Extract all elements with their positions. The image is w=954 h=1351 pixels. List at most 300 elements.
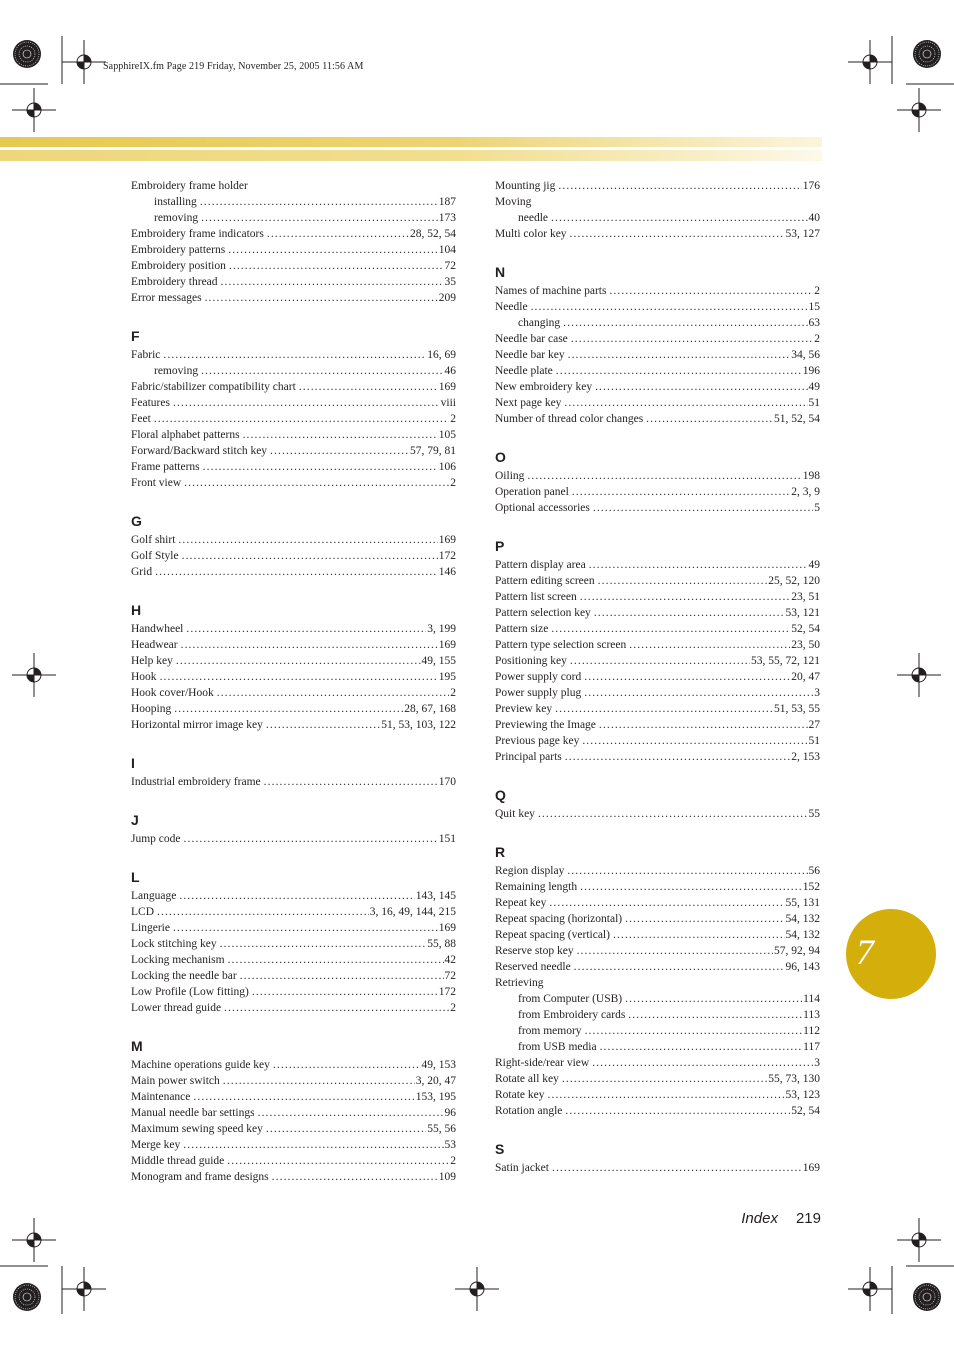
dot-leader — [568, 347, 791, 363]
index-entry — [131, 242, 456, 258]
dot-leader — [154, 411, 449, 427]
index-entry — [131, 968, 456, 984]
index-entry — [495, 557, 820, 573]
dot-leader — [565, 1103, 790, 1119]
dot-leader — [582, 733, 807, 749]
footer-section-title: Index — [741, 1210, 778, 1227]
entry-page-numbers: 53, 127 — [785, 228, 820, 240]
index-entry — [131, 637, 456, 653]
index-entry — [131, 1121, 456, 1137]
entry-label: needle — [518, 212, 549, 224]
index-group — [131, 812, 456, 847]
index-letter-heading: R — [495, 844, 506, 860]
index-group — [495, 178, 820, 242]
entry-label: Frame patterns — [131, 461, 200, 473]
dot-leader — [267, 226, 409, 242]
dot-leader — [201, 210, 438, 226]
dot-leader — [273, 1057, 421, 1073]
entry-label: Golf shirt — [131, 534, 176, 546]
entry-label: Pattern type selection screen — [495, 639, 627, 651]
entry-page-numbers: 105 — [438, 429, 456, 441]
entry-page-numbers: 152 — [802, 881, 820, 893]
index-column-right — [495, 178, 820, 1176]
dot-leader — [538, 806, 808, 822]
entry-page-numbers: 2 — [814, 285, 820, 297]
entry-page-numbers: 153, 195 — [415, 1091, 456, 1103]
entry-page-numbers: 51, 53, 55 — [774, 703, 820, 715]
dot-leader — [243, 427, 438, 443]
entry-label: Power supply cord — [495, 671, 582, 683]
dot-leader — [178, 532, 437, 548]
entry-label: Right-side/rear view — [495, 1057, 590, 1069]
index-entry — [495, 500, 820, 516]
entry-page-numbers: 53, 121 — [785, 607, 820, 619]
entry-page-numbers: 2, 153 — [791, 751, 820, 763]
entry-label: Next page key — [495, 397, 562, 409]
index-entry — [131, 984, 456, 1000]
index-entry — [131, 411, 456, 427]
index-group — [495, 1141, 820, 1176]
entry-label: Grid — [131, 566, 153, 578]
entry-page-numbers: 5 — [814, 502, 820, 514]
entry-page-numbers: 46 — [444, 365, 456, 377]
index-entry — [495, 605, 820, 621]
entry-label: Repeat spacing (horizontal) — [495, 913, 623, 925]
entry-page-numbers: 3, 20, 47 — [415, 1075, 456, 1087]
dot-leader — [221, 274, 444, 290]
entry-label: Reserve stop key — [495, 945, 574, 957]
dot-leader — [563, 315, 807, 331]
entry-label: Error messages — [131, 292, 202, 304]
entry-label: Mounting jig — [495, 180, 556, 192]
entry-page-numbers: 55 — [808, 808, 820, 820]
dot-leader — [183, 1137, 443, 1153]
index-group — [131, 602, 456, 733]
index-letter-heading: I — [131, 755, 135, 771]
index-letter-heading: Q — [495, 787, 506, 803]
entry-label: Jump code — [131, 833, 181, 845]
entry-label: Rotate all key — [495, 1073, 559, 1085]
index-entry — [131, 379, 456, 395]
dot-leader — [598, 573, 768, 589]
index-subentry — [495, 210, 820, 226]
dot-leader — [584, 685, 813, 701]
dot-leader — [555, 701, 773, 717]
index-entry — [131, 427, 456, 443]
entry-label: Needle bar key — [495, 349, 565, 361]
entry-page-numbers: 169 — [438, 922, 456, 934]
dot-leader — [531, 299, 808, 315]
index-entry — [495, 573, 820, 589]
index-entry — [131, 290, 456, 306]
dot-leader — [580, 879, 802, 895]
index-entry — [131, 717, 456, 733]
dot-leader — [564, 395, 807, 411]
entry-page-numbers: 34, 56 — [791, 349, 820, 361]
dot-leader — [585, 1023, 803, 1039]
entry-page-numbers: 2 — [450, 477, 456, 489]
entry-label: Retrieving — [495, 977, 544, 989]
entry-page-numbers: 25, 52, 120 — [768, 575, 820, 587]
entry-label: installing — [154, 196, 197, 208]
entry-label: Previous page key — [495, 735, 580, 747]
entry-label: Horizontal mirror image key — [131, 719, 263, 731]
entry-label: Rotation angle — [495, 1105, 563, 1117]
entry-label: Handwheel — [131, 623, 184, 635]
index-letter-heading: P — [495, 538, 505, 554]
entry-page-numbers: 35 — [444, 276, 456, 288]
entry-label: Moving — [495, 196, 532, 208]
index-group — [131, 755, 456, 790]
index-letter-heading: F — [131, 328, 140, 344]
entry-label: Floral alphabet patterns — [131, 429, 240, 441]
index-entry — [131, 1089, 456, 1105]
header-color-band — [0, 137, 822, 161]
entry-label: Merge key — [131, 1139, 181, 1151]
entry-page-numbers: 113 — [803, 1009, 820, 1021]
entry-label: Region display — [495, 865, 565, 877]
dot-leader — [629, 637, 790, 653]
dot-leader — [266, 717, 380, 733]
entry-page-numbers: 209 — [438, 292, 456, 304]
index-subentry — [131, 210, 456, 226]
entry-label: removing — [154, 365, 199, 377]
dot-leader — [163, 347, 426, 363]
index-group — [495, 787, 820, 822]
entry-label: Front view — [131, 477, 182, 489]
index-entry — [131, 564, 456, 580]
index-entry — [131, 443, 456, 459]
index-entry — [131, 621, 456, 637]
dot-leader — [625, 991, 802, 1007]
dot-leader — [179, 888, 414, 904]
entry-page-numbers: 51, 52, 54 — [774, 413, 820, 425]
index-entry — [495, 363, 820, 379]
index-entry — [495, 299, 820, 315]
entry-label: Remaining length — [495, 881, 578, 893]
entry-label: Embroidery frame indicators — [131, 228, 264, 240]
index-entry — [495, 589, 820, 605]
dot-leader — [227, 1153, 449, 1169]
entry-page-numbers: 2 — [450, 687, 456, 699]
entry-label: Principal parts — [495, 751, 562, 763]
entry-page-numbers: 55, 56 — [427, 1123, 456, 1135]
dot-leader — [228, 242, 438, 258]
entry-label: Reserved needle — [495, 961, 571, 973]
entry-page-numbers: 28, 52, 54 — [410, 228, 456, 240]
entry-page-numbers: viii — [440, 397, 456, 409]
dot-leader — [628, 1007, 802, 1023]
dot-leader — [599, 717, 808, 733]
entry-label: LCD — [131, 906, 154, 918]
entry-page-numbers: 2, 3, 9 — [791, 486, 820, 498]
entry-page-numbers: 53, 123 — [785, 1089, 820, 1101]
entry-label: Language — [131, 890, 177, 902]
entry-page-numbers: 3 — [814, 1057, 820, 1069]
dot-leader — [580, 589, 790, 605]
index-entry — [495, 975, 820, 991]
entry-page-numbers: 16, 69 — [427, 349, 456, 361]
index-entry — [131, 920, 456, 936]
entry-label: from USB media — [518, 1041, 597, 1053]
index-entry — [131, 774, 456, 790]
dot-leader — [270, 443, 409, 459]
entry-label: Needle plate — [495, 365, 553, 377]
entry-page-numbers: 198 — [802, 470, 820, 482]
entry-label: Fabric — [131, 349, 161, 361]
entry-label: Repeat key — [495, 897, 547, 909]
index-entry — [131, 459, 456, 475]
dot-leader — [600, 1039, 803, 1055]
index-entry — [131, 904, 456, 920]
index-entry — [131, 701, 456, 717]
entry-page-numbers: 169 — [438, 639, 456, 651]
entry-label: Feet — [131, 413, 151, 425]
dot-leader — [625, 911, 784, 927]
index-subentry — [131, 194, 456, 210]
index-group — [131, 328, 456, 491]
entry-label: removing — [154, 212, 199, 224]
index-entry — [131, 936, 456, 952]
entry-page-numbers: 96, 143 — [785, 961, 820, 973]
dot-leader — [186, 621, 426, 637]
index-letter-heading: H — [131, 602, 142, 618]
entry-page-numbers: 20, 47 — [791, 671, 820, 683]
index-entry — [131, 1169, 456, 1185]
dot-leader — [258, 1105, 444, 1121]
entry-page-numbers: 172 — [438, 550, 456, 562]
entry-page-numbers: 176 — [802, 180, 820, 192]
entry-label: Golf Style — [131, 550, 179, 562]
entry-label: Needle — [495, 301, 528, 313]
index-entry — [131, 1105, 456, 1121]
index-entry — [131, 226, 456, 242]
index-group — [131, 1038, 456, 1185]
entry-page-numbers: 172 — [438, 986, 456, 998]
index-group — [131, 869, 456, 1016]
dot-leader — [264, 774, 438, 790]
entry-label: Help key — [131, 655, 173, 667]
index-entry — [495, 331, 820, 347]
entry-label: Pattern size — [495, 623, 549, 635]
entry-label: Pattern editing screen — [495, 575, 595, 587]
entry-page-numbers: 55, 131 — [785, 897, 820, 909]
index-letter-heading: O — [495, 449, 506, 465]
dot-leader — [609, 283, 813, 299]
dot-leader — [299, 379, 438, 395]
entry-page-numbers: 49, 153 — [421, 1059, 456, 1071]
index-entry — [131, 274, 456, 290]
entry-label: Locking mechanism — [131, 954, 225, 966]
entry-page-numbers: 173 — [438, 212, 456, 224]
dot-leader — [155, 564, 438, 580]
entry-label: Middle thread guide — [131, 1155, 225, 1167]
dot-leader — [160, 669, 438, 685]
entry-page-numbers: 112 — [803, 1025, 820, 1037]
dot-leader — [272, 1169, 438, 1185]
page-number: 219 — [795, 1210, 821, 1227]
index-entry — [495, 669, 820, 685]
entry-page-numbers: 117 — [803, 1041, 820, 1053]
entry-page-numbers: 52, 54 — [791, 1105, 820, 1117]
entry-label: from memory — [518, 1025, 582, 1037]
dot-leader — [223, 1073, 415, 1089]
entry-label: Lower thread guide — [131, 1002, 222, 1014]
entry-label: New embroidery key — [495, 381, 593, 393]
entry-label: from Computer (USB) — [518, 993, 623, 1005]
index-group — [131, 513, 456, 580]
index-entry — [131, 1057, 456, 1073]
index-entry — [131, 178, 456, 194]
entry-page-numbers: 49, 155 — [421, 655, 456, 667]
dot-leader — [574, 959, 785, 975]
entry-page-numbers: 23, 51 — [791, 591, 820, 603]
index-entry — [495, 194, 820, 210]
entry-page-numbers: 28, 67, 168 — [404, 703, 456, 715]
index-entry — [495, 653, 820, 669]
index-subentry — [131, 363, 456, 379]
dot-leader — [173, 395, 440, 411]
entry-page-numbers: 143, 145 — [415, 890, 456, 902]
dot-leader — [562, 1071, 767, 1087]
entry-label: Maintenance — [131, 1091, 191, 1103]
entry-label: Manual needle bar settings — [131, 1107, 255, 1119]
index-entry — [495, 1071, 820, 1087]
entry-page-numbers: 3, 16, 49, 144, 215 — [369, 906, 456, 918]
dot-leader — [571, 331, 813, 347]
index-entry — [495, 943, 820, 959]
entry-page-numbers: 55, 88 — [427, 938, 456, 950]
entry-page-numbers: 114 — [803, 993, 820, 1005]
dot-leader — [646, 411, 773, 427]
entry-label: Features — [131, 397, 170, 409]
index-entry — [495, 226, 820, 242]
index-entry — [495, 178, 820, 194]
entry-page-numbers: 106 — [438, 461, 456, 473]
entry-page-numbers: 27 — [808, 719, 820, 731]
dot-leader — [184, 831, 438, 847]
index-entry — [495, 733, 820, 749]
dot-leader — [229, 258, 444, 274]
index-entry — [495, 717, 820, 733]
index-entry — [131, 548, 456, 564]
dot-leader — [570, 653, 750, 669]
dot-leader — [592, 1055, 813, 1071]
chapter-number: 7 — [856, 932, 874, 972]
entry-page-numbers: 151 — [438, 833, 456, 845]
entry-page-numbers: 2 — [450, 1155, 456, 1167]
entry-label: Embroidery thread — [131, 276, 218, 288]
index-entry — [131, 258, 456, 274]
entry-page-numbers: 51 — [808, 397, 820, 409]
dot-leader — [217, 685, 450, 701]
dot-leader — [577, 943, 773, 959]
entry-label: Machine operations guide key — [131, 1059, 270, 1071]
dot-leader — [594, 605, 785, 621]
index-entry — [495, 879, 820, 895]
index-subentry — [495, 1023, 820, 1039]
dot-leader — [252, 984, 438, 1000]
index-letter-heading: G — [131, 513, 142, 529]
entry-page-numbers: 57, 79, 81 — [410, 445, 456, 457]
entry-label: Pattern display area — [495, 559, 586, 571]
index-entry — [495, 863, 820, 879]
index-subentry — [495, 315, 820, 331]
dot-leader — [224, 1000, 449, 1016]
index-entry — [495, 468, 820, 484]
dot-leader — [220, 936, 427, 952]
index-entry — [131, 831, 456, 847]
dot-leader — [174, 701, 403, 717]
entry-page-numbers: 57, 92, 94 — [774, 945, 820, 957]
entry-label: Positioning key — [495, 655, 567, 667]
entry-page-numbers: 51, 53, 103, 122 — [381, 719, 456, 731]
entry-page-numbers: 53 — [444, 1139, 456, 1151]
index-entry — [131, 952, 456, 968]
dot-leader — [228, 952, 444, 968]
index-entry — [131, 395, 456, 411]
entry-label: from Embroidery cards — [518, 1009, 626, 1021]
entry-page-numbers: 15 — [808, 301, 820, 313]
dot-leader — [548, 1087, 785, 1103]
file-slug-line: SapphireIX.fm Page 219 Friday, November 25, 2005 11:56 AM — [103, 61, 364, 72]
entry-label: Embroidery frame holder — [131, 180, 248, 192]
dot-leader — [266, 1121, 426, 1137]
entry-label: Monogram and frame designs — [131, 1171, 269, 1183]
index-entry — [131, 685, 456, 701]
dot-leader — [570, 226, 785, 242]
entry-label: Hook cover/Hook — [131, 687, 214, 699]
entry-page-numbers: 51 — [808, 735, 820, 747]
index-entry — [495, 637, 820, 653]
entry-label: Power supply plug — [495, 687, 582, 699]
index-group — [495, 264, 820, 427]
index-entry — [495, 895, 820, 911]
entry-page-numbers: 54, 132 — [785, 929, 820, 941]
dot-leader — [205, 290, 438, 306]
index-entry — [131, 532, 456, 548]
entry-label: Main power switch — [131, 1075, 220, 1087]
entry-label: Repeat spacing (vertical) — [495, 929, 610, 941]
entry-page-numbers: 53, 55, 72, 121 — [751, 655, 820, 667]
index-entry — [495, 749, 820, 765]
dot-leader — [549, 895, 784, 911]
dot-leader — [157, 904, 369, 920]
entry-label: Lock stitching key — [131, 938, 217, 950]
entry-label: Hook — [131, 671, 157, 683]
entry-page-numbers: 49 — [808, 559, 820, 571]
entry-page-numbers: 72 — [444, 260, 456, 272]
entry-page-numbers: 40 — [808, 212, 820, 224]
index-group — [495, 538, 820, 765]
entry-page-numbers: 104 — [438, 244, 456, 256]
dot-leader — [173, 920, 438, 936]
entry-page-numbers: 3, 199 — [427, 623, 456, 635]
index-entry — [495, 959, 820, 975]
chapter-tab — [846, 909, 936, 999]
dot-leader — [527, 468, 801, 484]
dot-leader — [572, 484, 790, 500]
index-letter-heading: M — [131, 1038, 143, 1054]
entry-label: Previewing the Image — [495, 719, 596, 731]
entry-label: Embroidery position — [131, 260, 226, 272]
entry-label: Low Profile (Low fitting) — [131, 986, 249, 998]
entry-label: Fabric/stabilizer compatibility chart — [131, 381, 296, 393]
dot-leader — [181, 637, 438, 653]
dot-leader — [593, 500, 813, 516]
index-entry — [495, 379, 820, 395]
index-entry — [131, 1000, 456, 1016]
